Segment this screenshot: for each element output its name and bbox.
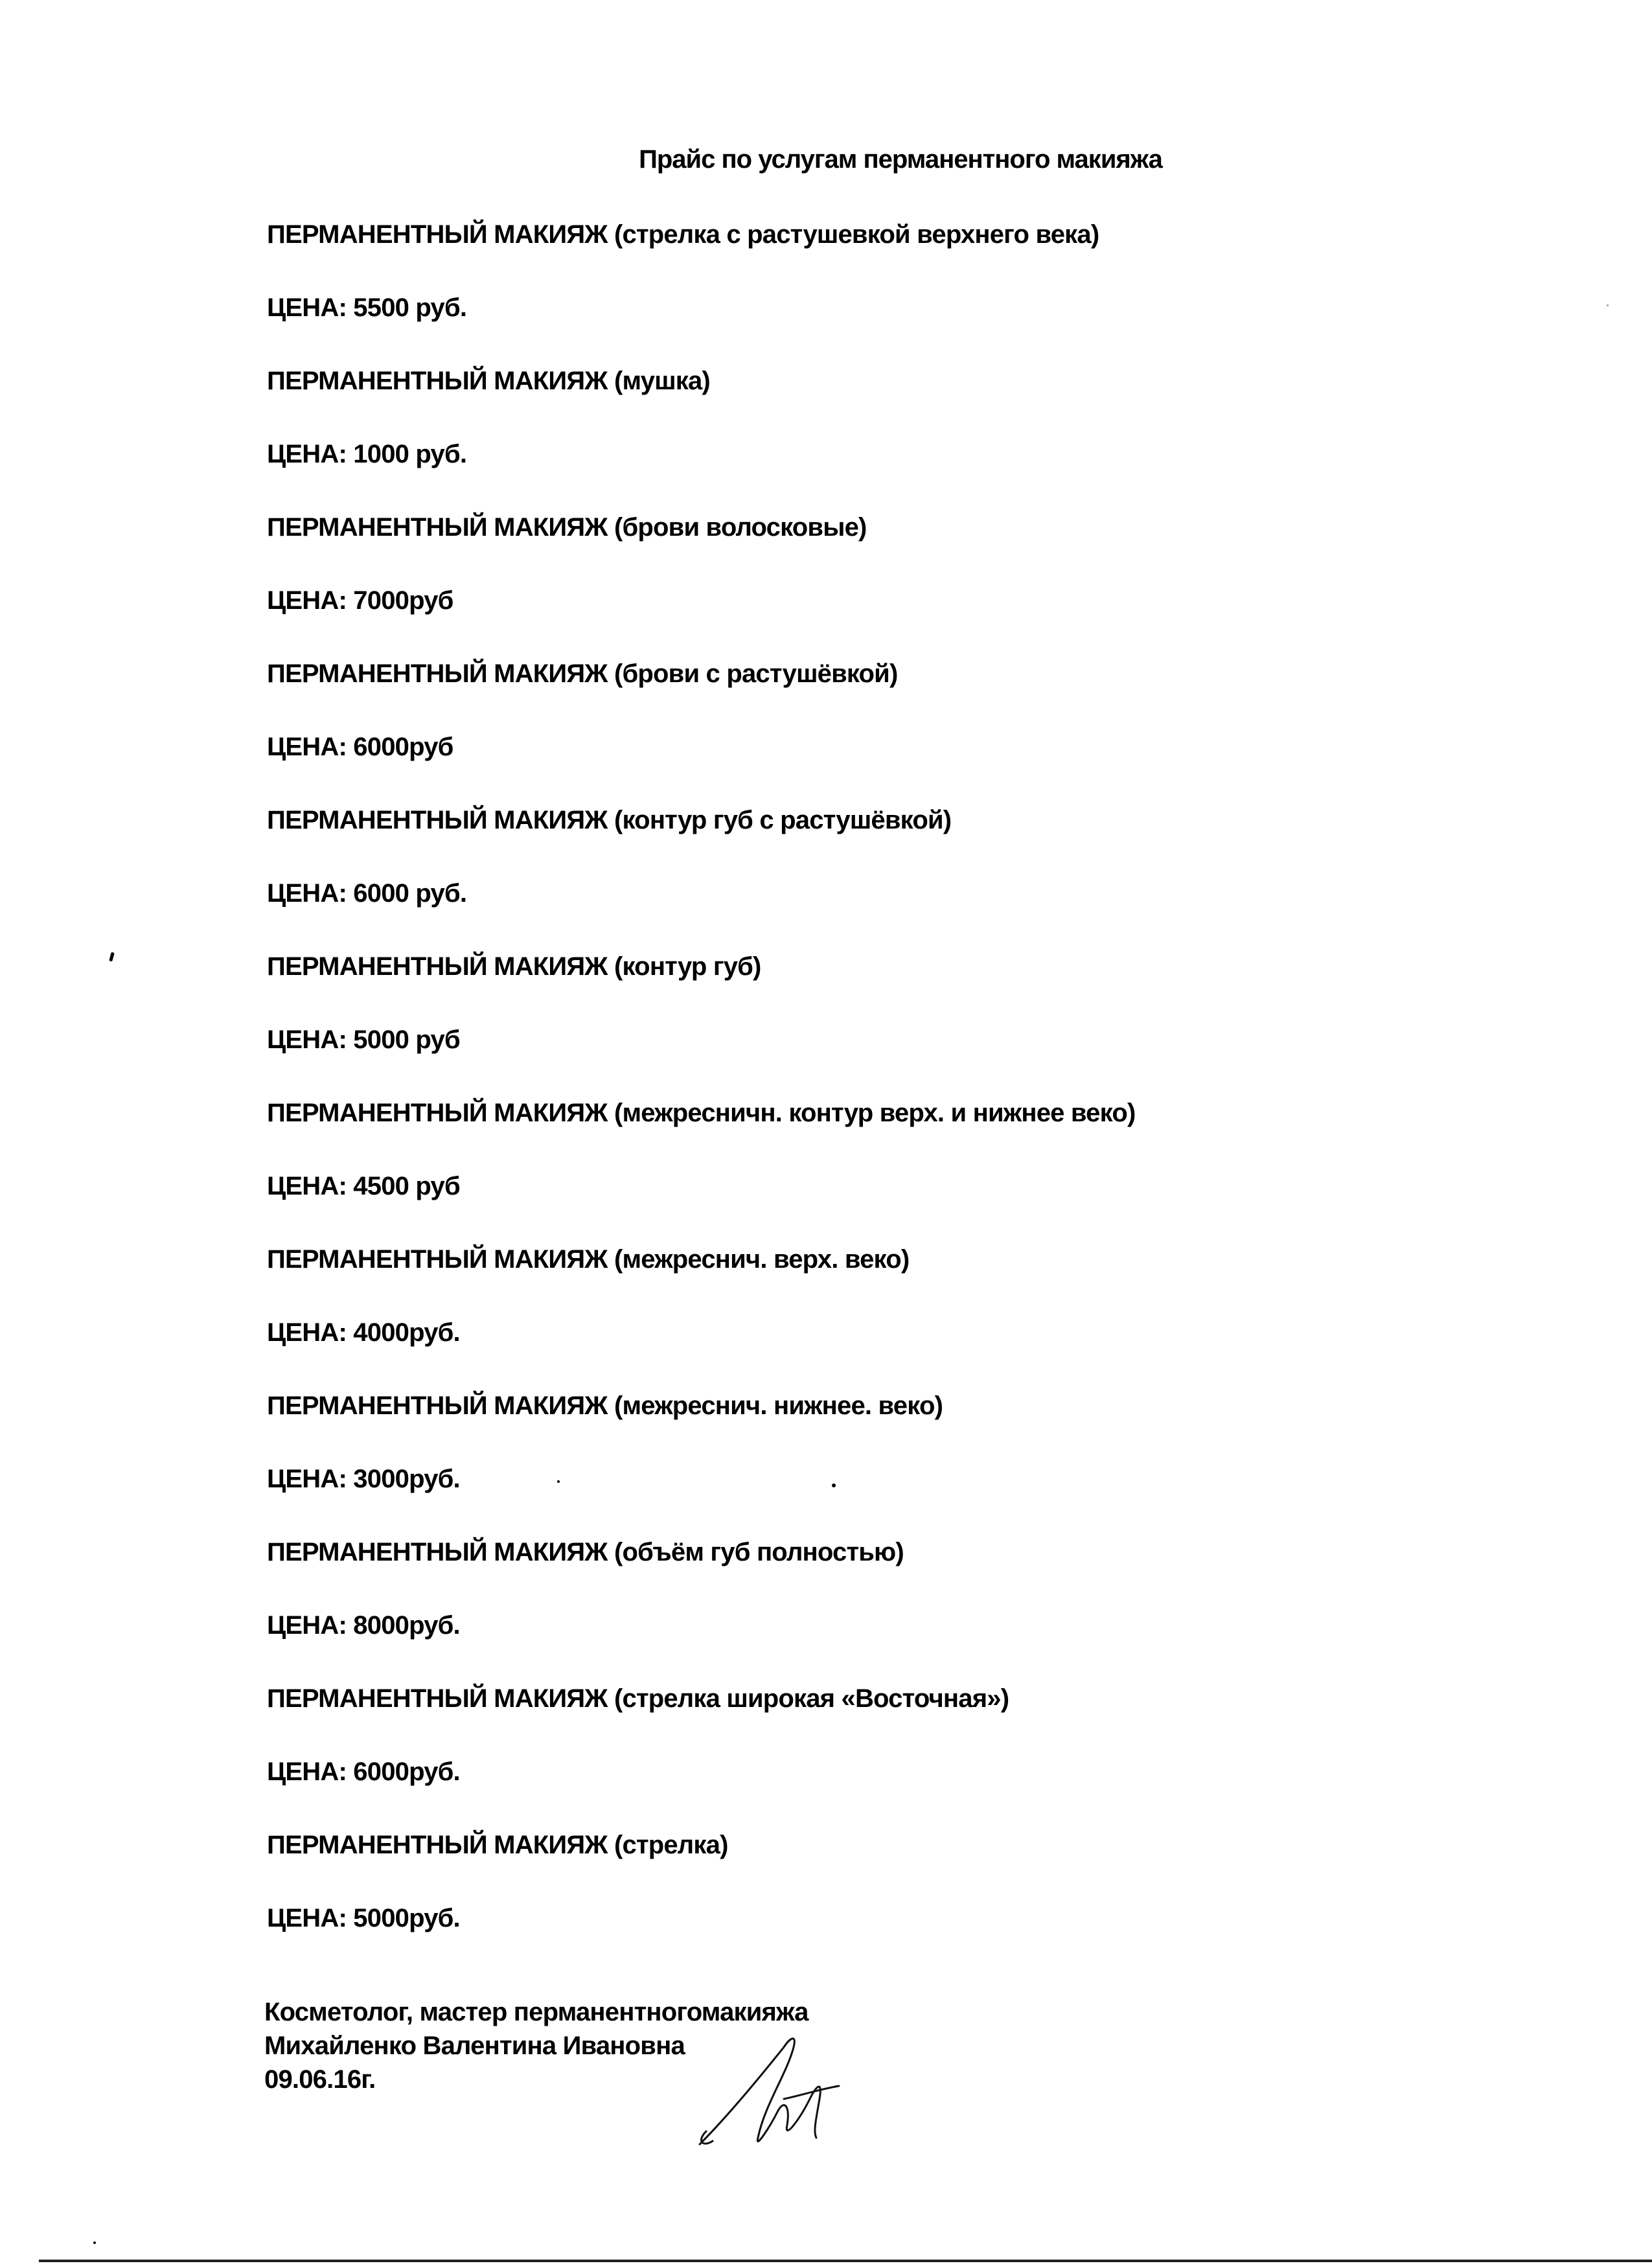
scan-speck [109, 952, 114, 962]
scan-speck [832, 1483, 836, 1487]
signer-name: Михайленко Валентина Ивановна [264, 2032, 685, 2060]
price-line: ЦЕНА: 6000руб [267, 733, 453, 761]
service-line: ПЕРМАНЕНТНЫЙ МАКИЯЖ (межреснич. верх. веко) [267, 1245, 910, 1274]
scan-edge [39, 2260, 1652, 2262]
price-line: ЦЕНА: 5000руб. [267, 1904, 460, 1932]
signer-position: Косметолог, мастер перманентногомакияжа [264, 1998, 809, 2026]
service-line: ПЕРМАНЕНТНЫЙ МАКИЯЖ (брови с растушёвкой) [267, 659, 898, 688]
scan-speck [557, 1480, 560, 1483]
document-title: Прайс по услугам перманентного макияжа [639, 145, 1162, 174]
price-line: ЦЕНА: 4500 руб [267, 1172, 460, 1200]
service-line: ПЕРМАНЕНТНЫЙ МАКИЯЖ (контур губ) [267, 952, 761, 981]
price-list [267, 216, 1563, 1973]
scan-speck [1607, 304, 1609, 306]
price-line: ЦЕНА: 8000руб. [267, 1611, 460, 1640]
service-line: ПЕРМАНЕНТНЫЙ МАКИЯЖ (объём губ полностью) [267, 1538, 904, 1566]
service-line: ПЕРМАНЕНТНЫЙ МАКИЯЖ (межреснич. нижнее. веко) [267, 1392, 943, 1420]
service-line: ПЕРМАНЕНТНЫЙ МАКИЯЖ (мушка) [267, 367, 710, 395]
price-line: ЦЕНА: 6000руб. [267, 1758, 460, 1786]
price-line: ЦЕНА: 6000 руб. [267, 879, 467, 908]
service-line: ПЕРМАНЕНТНЫЙ МАКИЯЖ (межресничн. контур верх. и нижнее веко) [267, 1099, 1136, 1127]
service-line: ПЕРМАНЕНТНЫЙ МАКИЯЖ (контур губ с растушёвкой) [267, 806, 952, 834]
service-line: ПЕРМАНЕНТНЫЙ МАКИЯЖ (стрелка широкая «Восточная») [267, 1684, 1009, 1713]
price-line: ЦЕНА: 1000 руб. [267, 440, 467, 468]
handwritten-signature [687, 2028, 842, 2157]
price-line: ЦЕНА: 5500 руб. [267, 293, 467, 322]
service-line: ПЕРМАНЕНТНЫЙ МАКИЯЖ (брови волосковые) [267, 513, 867, 542]
service-line: ПЕРМАНЕНТНЫЙ МАКИЯЖ (стрелка) [267, 1831, 728, 1859]
signature-date: 09.06.16г. [264, 2065, 376, 2094]
price-line: ЦЕНА: 3000руб. [267, 1465, 460, 1493]
price-line: ЦЕНА: 5000 руб [267, 1025, 460, 1054]
signature-block [264, 1995, 1107, 2096]
service-line: ПЕРМАНЕНТНЫЙ МАКИЯЖ (стрелка с растушевкой верхнего века) [267, 220, 1099, 249]
price-line: ЦЕНА: 7000руб [267, 586, 453, 615]
scan-speck [93, 2241, 96, 2244]
price-line: ЦЕНА: 4000руб. [267, 1318, 460, 1347]
